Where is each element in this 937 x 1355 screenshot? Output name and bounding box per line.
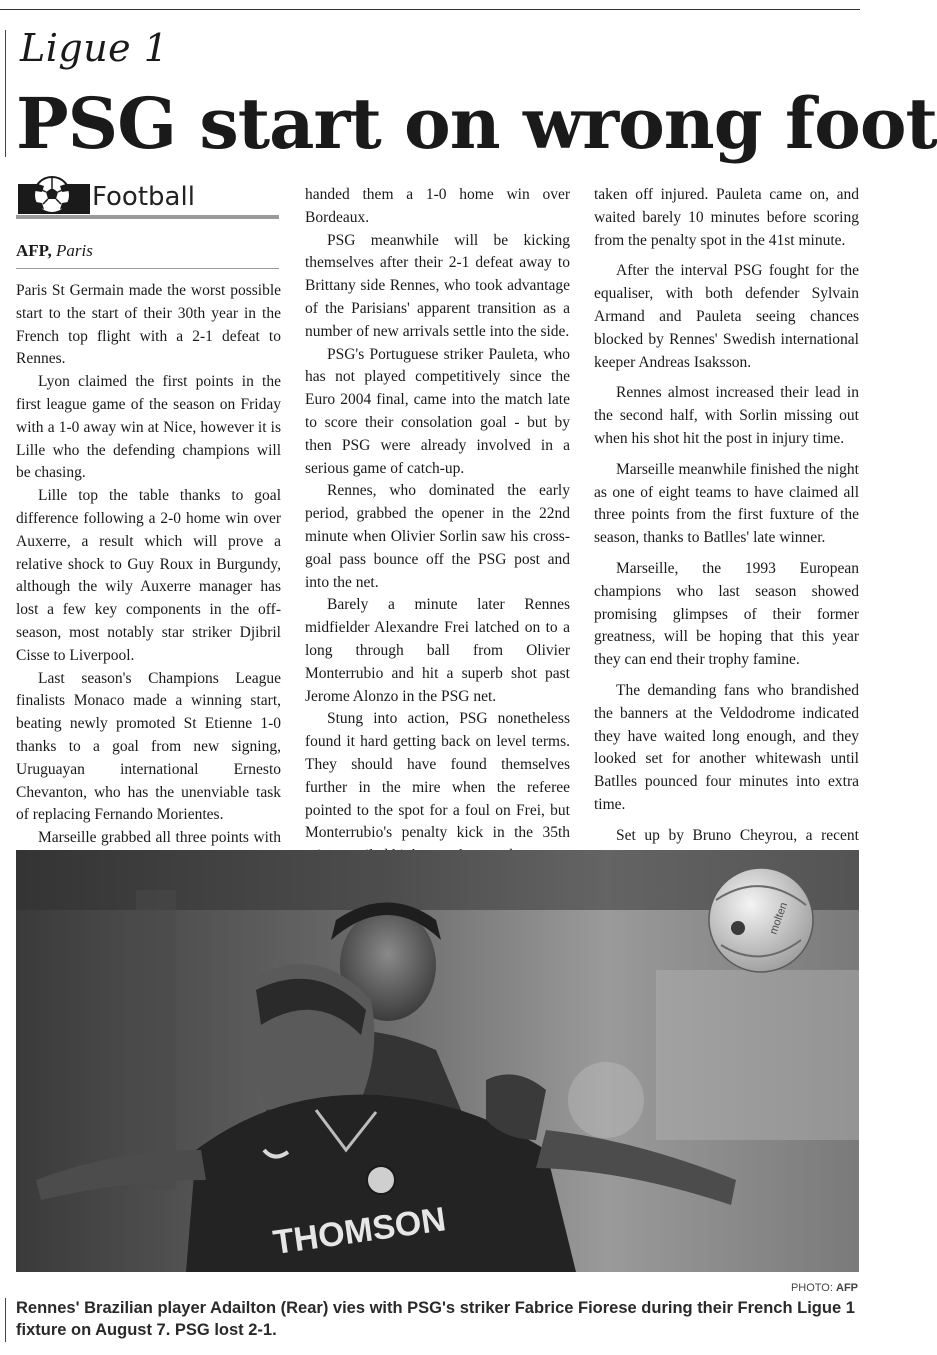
paragraph: Lyon claimed the first points in the first league game of the season on Friday with a 1-0 away win at Nice, however it is Lille who the defending champions will be chasing. — [16, 373, 281, 482]
section-label: Football — [92, 182, 195, 212]
kicker: Ligue 1 — [20, 26, 169, 70]
photo-caption: Rennes' Brazilian player Adailton (Rear) vies with PSG's striker Fabrice Fiorese during their French Ligue 1 fixture on August 7. PSG lost 2-1. — [16, 1299, 855, 1339]
shirt-sponsor-text: THOMSON — [270, 1200, 449, 1263]
paragraph: handed them a 1-0 home win over Bordeaux. — [305, 186, 570, 226]
ball-brand-text: molten — [767, 900, 791, 937]
photo-credit-source: AFP — [836, 1282, 858, 1294]
photo-credit-prefix: PHOTO: — [790, 1282, 833, 1294]
article-column-2 — [305, 184, 570, 842]
paragraph: Marseille, the 1993 European champions who last season showed promising glimpses of their former greatness, will be hoping that this year they can end their trophy famine. — [594, 559, 859, 669]
paragraph: Stung into action, PSG nonetheless found it hard getting back on level terms. They should have found themselves further in the mire when the referee pointed to the spot for a foul on Frei, but Monterrubio's penalty kick in the 35th — [305, 710, 570, 842]
paragraph: PSG meanwhile will be kicking themselves after their 2-1 defeat away to Brittany side Rennes, who took advantage of the Parisians' apparent transition as a number of new arrivals settle into the side. — [305, 231, 570, 340]
paragraph: Rennes almost increased their lead in the second half, with Sorlin missing out when his shot hit the post in injury time. — [594, 384, 859, 447]
paragraph: Lille top the table thanks to goal difference following a 2-0 home win over Auxerre, a result which will prove a relative shock to Guy Roux in Burgundy, although the wily Auxerre manager has lost a few key components in the off-season, most notably star striker Djibril Cisse to Liverpool. — [16, 487, 281, 664]
paragraph: The demanding fans who brandished the banners at the Veldodrome indicated they have waited long enough, and they looked set for another whitewash until Batlles pounced four minutes into extra time. — [594, 681, 859, 813]
caption-side-rule — [5, 1298, 6, 1342]
paragraph: After the interval PSG fought for the equaliser, with both defender Sylvain Armand and Pauleta seeing chances blocked by Rennes' Swedish international keeper Andreas Isaksson. — [594, 262, 859, 371]
paragraph: Marseille grabbed all three points with — [38, 829, 281, 847]
paragraph: Barely a minute later Rennes midfielder Alexandre Frei latched on to a long through ball from Olivier Monterrubio and hit a superb shot past Jerome Alonzo in the PSG net. — [305, 596, 570, 705]
section-header — [16, 176, 279, 220]
match-photo — [16, 850, 859, 1272]
top-rule — [0, 9, 860, 10]
article-column-3 — [594, 184, 859, 844]
photo-credit — [791, 1282, 858, 1294]
section-bar — [16, 215, 279, 219]
soccer-ball-icon — [18, 176, 90, 214]
paragraph: Paris St Germain made the worst possible start to the start of their 30th year in the French top flight with a 2-1 defeat to Rennes. — [16, 282, 281, 368]
paragraph: taken off injured. Pauleta came on, and waited barely 10 minutes before scoring from the penalty spot in the 41st minute. — [594, 186, 859, 249]
byline-agency: AFP, — [16, 241, 52, 260]
paragraph: Marseille meanwhile finished the night as one of eight teams to have claimed all three points from the first fuxture of the season, thanks to Batlles' late winner. — [594, 460, 859, 547]
match-photo-illustration — [16, 850, 859, 1272]
article-column-1 — [16, 280, 281, 847]
byline — [16, 241, 93, 261]
byline-rule — [16, 268, 279, 269]
paragraph: Set up by Bruno Cheyrou, a recent — [616, 826, 859, 844]
paragraph: PSG's Portuguese striker Pauleta, who has not played competitively since the Euro 2004 final, came into the match late to score their consolation goal - but by then PSG were already involved in a serious game of catch-up. — [305, 345, 570, 477]
headline-side-rule — [5, 30, 6, 157]
byline-place: Paris — [56, 241, 93, 260]
headline: PSG start on wrong foot — [16, 82, 937, 165]
paragraph: Last season's Champions League finalists Monaco made a winning start, beating newly promoted St Etienne 1-0 thanks to a goal from new signing, Uruguayan international Ernesto Chevanton, who has the unenviable task of replacing Fernando Morientes. — [16, 669, 281, 824]
paragraph: Rennes, who dominated the early period, grabbed the opener in the 22nd minute when Olivier Sorlin saw his cross-goal pass bounce off the PSG post and into the net. — [305, 482, 570, 591]
